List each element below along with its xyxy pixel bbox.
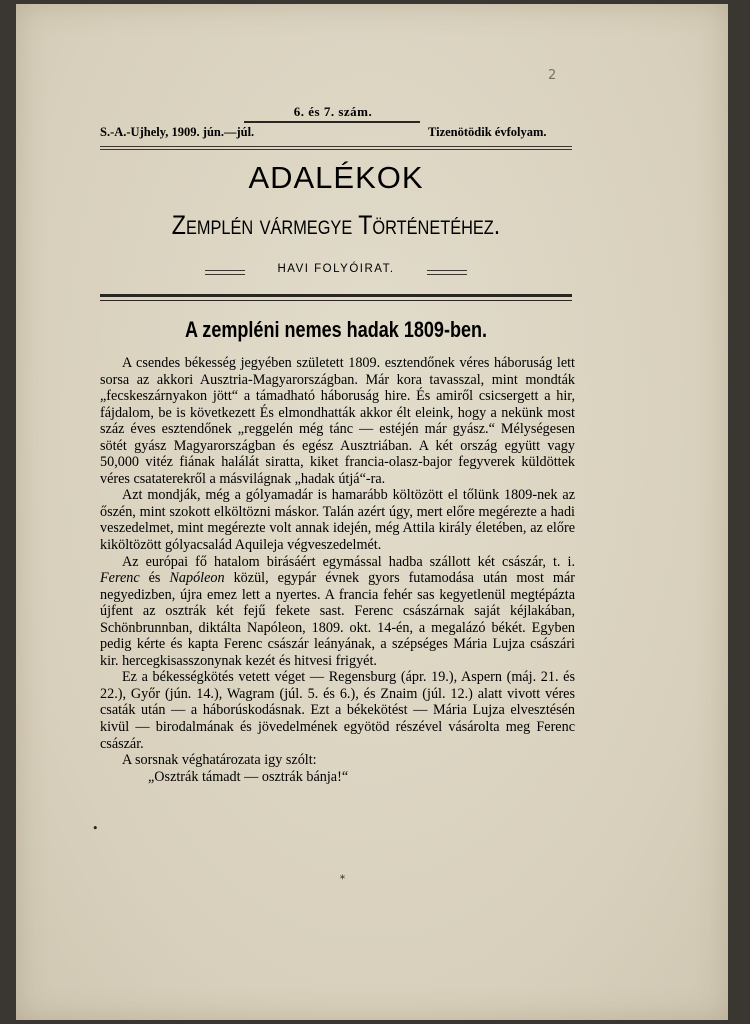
monthly-label: HAVI FOLYÓIRAT. xyxy=(277,263,395,275)
article-body xyxy=(100,355,575,785)
journal-subtitle: Zemplén vármegye Történetéhez. xyxy=(171,210,501,240)
ornament-rule-right-2 xyxy=(427,274,467,275)
corner-page-mark: 2 xyxy=(548,68,557,83)
volume: Tizenötödik évfolyam. xyxy=(428,125,547,139)
paragraph-5: A sorsnak véghatározata igy szólt: xyxy=(122,752,317,769)
paragraph-2 xyxy=(100,487,575,553)
article-title: A zempléni nemes hadak 1809-ben. xyxy=(184,317,488,342)
closing-quote: „Osztrák támadt — osztrák bánja!“ xyxy=(148,768,349,785)
monthly-banner xyxy=(205,263,467,279)
issue-number: 6. és 7. szám. xyxy=(293,104,373,119)
issue-rule xyxy=(244,121,420,123)
paragraph-3-text-a: Az európai fő hatalom birásáért egymással hadba szállott két császár, t. i. xyxy=(122,553,575,570)
margin-bullet: • xyxy=(92,822,99,835)
name-napoleon: Napóleon xyxy=(169,570,225,587)
name-ferenc: Ferenc xyxy=(100,570,140,587)
paragraph-2-text: Azt mondják, még a gólyamadár is hamarább költözött el tőlünk 1809-nek az őszén, mint szokott elköltözni máskor. Talán azért úgy, mert előre megérezte a hadi veszedelmet, mint megérezte volt annak idején, még Attila király életében, az előre kiköltözött gólyacsalád Aquileja végveszedelmét. xyxy=(100,487,575,554)
ornament-rule-left xyxy=(205,270,245,271)
ornament-rule-right xyxy=(427,270,467,271)
paragraph-4: Ez a békességkötés vetett véget — Regensburg (ápr. 19.), Aspern (máj. 21. és 22.), Győr (jún. 14.), Wagram (júl. 5. és 6.), és Znaim (júl. 12.) alatt vivott véres csaták után — a háborúskodásnak. Ezt a békekötést — Mária Lujza elvesztésén kivül — birodalmának és jövedelmének egyötöd részével vásárolta meg Ferenc császár. xyxy=(100,669,575,752)
meta-rule-second xyxy=(100,149,572,150)
paragraph-3-and: és xyxy=(139,570,170,587)
meta-rule xyxy=(100,146,572,147)
paragraph-3 xyxy=(100,554,575,670)
header-thin-rule xyxy=(100,300,572,301)
end-mark: * xyxy=(340,874,345,885)
place-date: S.-A.-Ujhely, 1909. jún.—júl. xyxy=(100,125,255,139)
journal-title: ADALÉKOK xyxy=(248,160,424,195)
paragraph-3-text-b: közül, egypár évnek gyors futamodása után most már negyedizben, újra emez lett a nyertes. A francia fehér sas kegyetlenül megtépázta újfent az osztrák két fejű fekete sast. Ferenc császárnak saját kéjlakában, Schönbrunnban, diktálta Napóleon, 1809. okt. 14-én, a megalázó békét. Egyben pedig kérte és kapta Ferenc császár leányának, a szépséges Mária Lujza császári kir. hercegkisasszonynak kezét és hitvesi frigyét. xyxy=(100,570,575,669)
header-thick-rule xyxy=(100,294,572,297)
ornament-rule-left-2 xyxy=(205,274,245,275)
paragraph-1: A csendes békesség jegyében született 1809. esztendőnek véres háboruság lett sorsa az akkori Ausztria-Magyarországban. Már kora tavasszal, mint mondták „fecskeszárnyakon jött“ a támadható háboruság hire. És amiről csicsergett a hir, fájdalom, be is következett És elmondhatták akkor élt eleink, hogy a nekünk most száz éves esztendőnek „reggelén még tánc — estéjén már gyász.“ Mélységesen sötét gyász Magyarországban és egész Ausztriában. A két ország együtt vagy 50,000 vitéz fiának halálát siratta, kiket francia-olasz-bajor fegyverek küldöttek véres csataterekről a másvilágnak „hadak útjá“-ra. xyxy=(100,355,575,487)
